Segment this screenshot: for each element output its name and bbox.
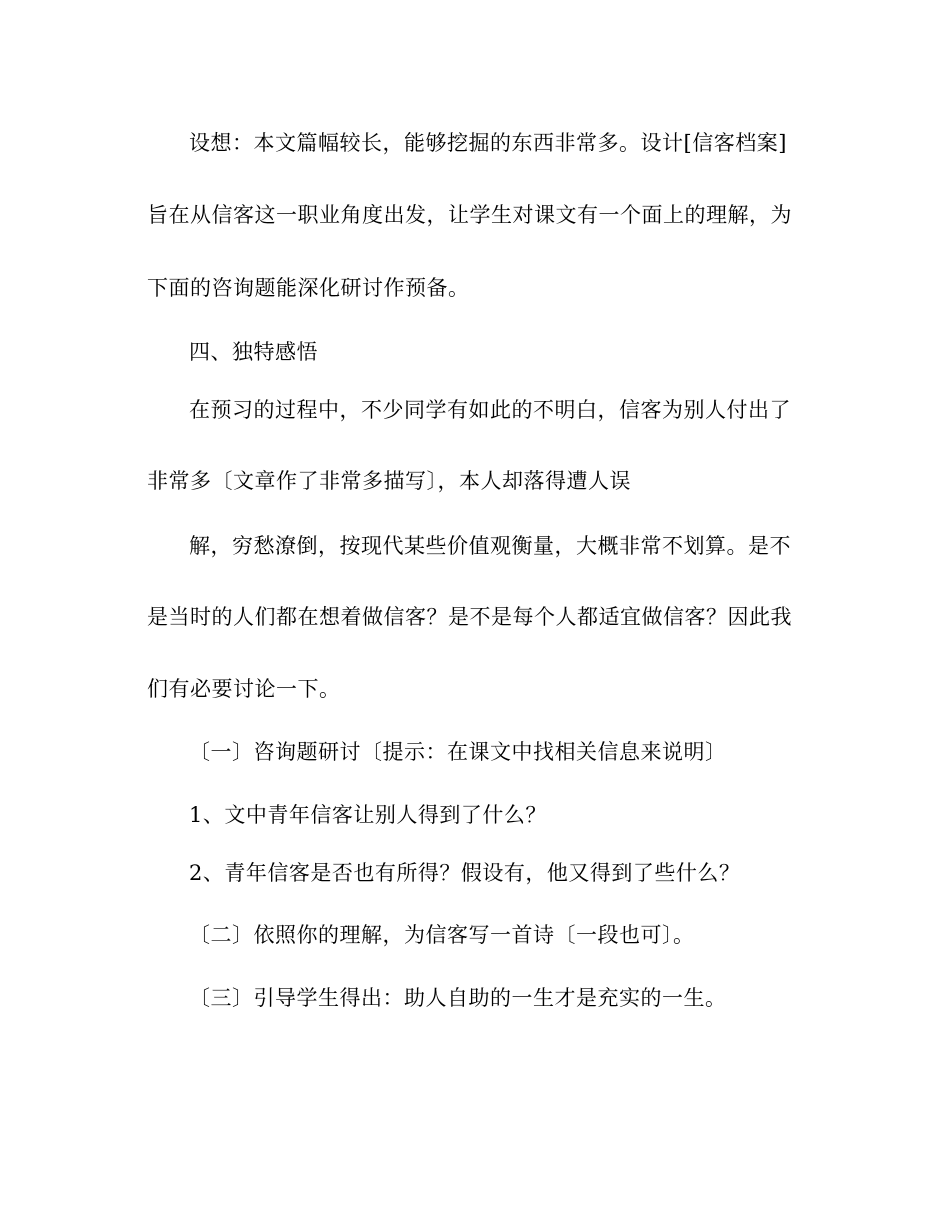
question-1: 1、文中青年信客让别人得到了什么？ xyxy=(189,803,547,827)
text-line-5: 在预习的过程中，不少同学有如此的不明白，信客为别人付出了 xyxy=(189,398,791,422)
question-2: 2、青年信客是否也有所得？假设有，他又得到了些什么？ xyxy=(189,861,741,885)
text-line-1: 设想：本文篇幅较长，能够挖掘的东西非常多。设计[信客档案] xyxy=(189,131,787,155)
text-line-3: 下面的咨询题能深化研讨作预备。 xyxy=(147,276,470,300)
text-line-9: 们有必要讨论一下。 xyxy=(147,677,341,701)
subsection-3: 〔三〕引导学生得出：助人自助的一生才是充实的一生。 xyxy=(189,986,727,1010)
text-line-6: 非常多〔文章作了非常多描写〕，本人却落得遭人误 xyxy=(147,469,631,493)
subsection-1: 〔一〕咨询题研讨〔提示：在课文中找相关信息来说明〕 xyxy=(189,740,727,764)
text-line-2: 旨在从信客这一职业角度出发，让学生对课文有一个面上的理解，为 xyxy=(147,203,792,227)
subsection-2: 〔二〕依照你的理解，为信客写一首诗〔一段也可〕。 xyxy=(189,923,695,947)
text-line-8: 是当时的人们都在想着做信客？是不是每个人都适宜做信客？因此我 xyxy=(147,605,792,629)
text-line-7: 解，穷愁潦倒，按现代某些价值观衡量，大概非常不划算。是不 xyxy=(189,534,791,558)
section-heading: 四、独特感悟 xyxy=(189,340,318,364)
